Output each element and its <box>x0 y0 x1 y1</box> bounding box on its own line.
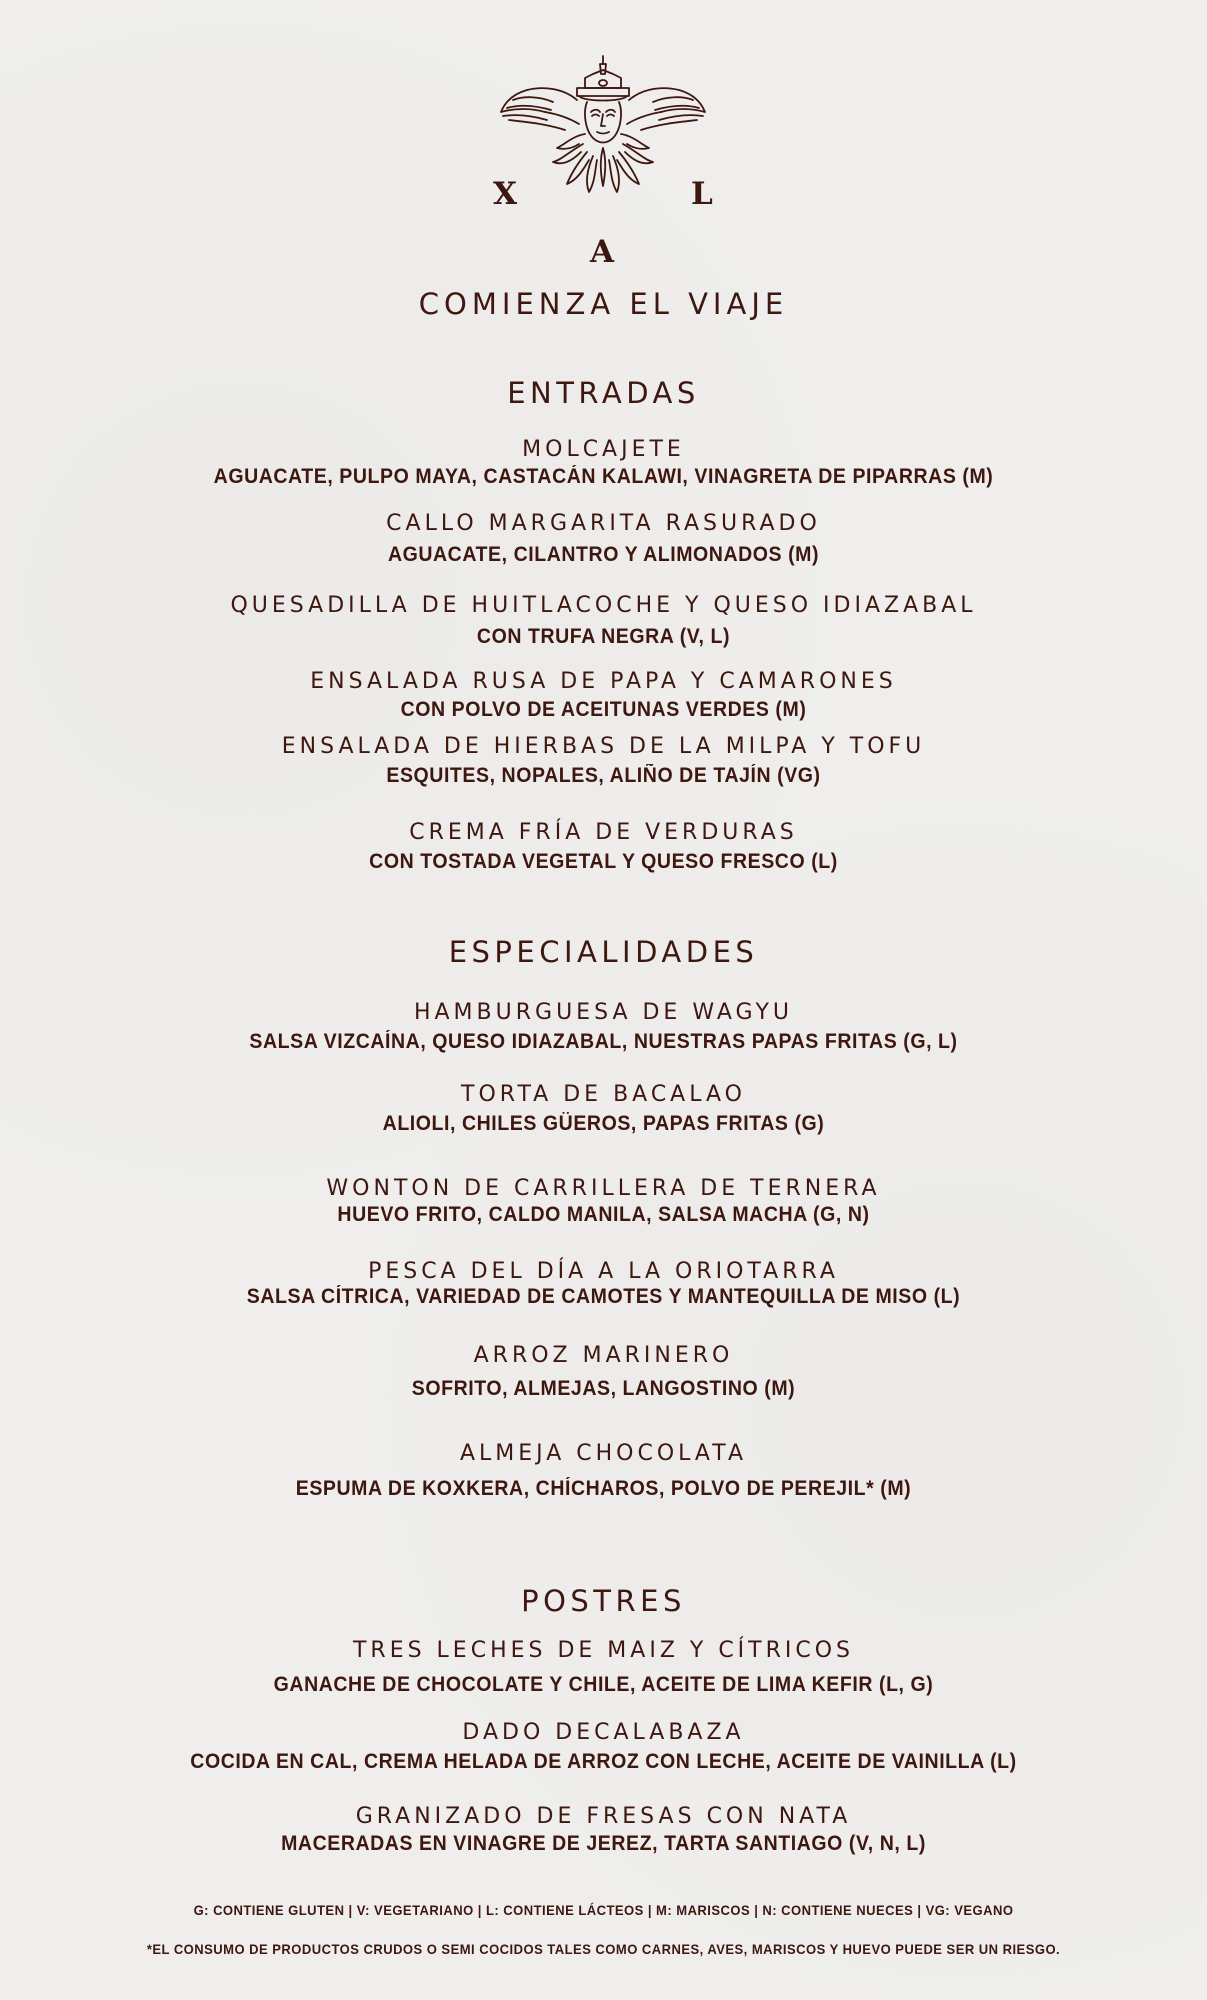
allergen-legend: G: CONTIENE GLUTEN | V: VEGETARIANO | L: CONTIENE LÁCTEOS | M: MARISCOS | N: CONTIENE NUECES | VG: VEGANO <box>193 1902 1014 1918</box>
page-title: COMIENZA EL VIAJE <box>418 287 789 321</box>
dish-name: ARROZ MARINERO <box>473 1343 734 1368</box>
dish-description: SOFRITO, ALMEJAS, LANGOSTINO (M) <box>411 1377 796 1400</box>
winged-sun-face-logo-icon <box>473 52 734 266</box>
dish-description: HUEVO FRITO, CALDO MANILA, SALSA MACHA (G, N) <box>337 1203 870 1226</box>
dish-description: CON TRUFA NEGRA (V, L) <box>476 625 731 648</box>
dish-name: PESCA DEL DÍA A LA ORIOTARRA <box>368 1259 839 1284</box>
dish-description: AGUACATE, CILANTRO Y ALIMONADOS (M) <box>387 543 820 566</box>
logo-letter-l: L <box>691 176 713 212</box>
dish-description: MACERADAS EN VINAGRE DE JEREZ, TARTA SANTIAGO (V, N, L) <box>281 1832 926 1855</box>
dish-name: TRES LECHES DE MAIZ Y CÍTRICOS <box>352 1638 855 1663</box>
dish-description: CON TOSTADA VEGETAL Y QUESO FRESCO (L) <box>369 850 838 873</box>
dish-description: SALSA VIZCAÍNA, QUESO IDIAZABAL, NUESTRAS PAPAS FRITAS (G, L) <box>249 1030 958 1053</box>
dish-name: GRANIZADO DE FRESAS CON NATA <box>355 1804 852 1829</box>
section-title-postres: POSTRES <box>521 1584 686 1618</box>
dish-description: SALSA CÍTRICA, VARIEDAD DE CAMOTES Y MANTEQUILLA DE MISO (L) <box>246 1285 961 1308</box>
dish-description: COCIDA EN CAL, CREMA HELADA DE ARROZ CON LECHE, ACEITE DE VAINILLA (L) <box>190 1750 1017 1773</box>
dish-name: TORTA DE BACALAO <box>461 1082 746 1107</box>
logo-letter-x: X <box>493 176 518 212</box>
dish-name: ENSALADA DE HIERBAS DE LA MILPA Y TOFU <box>281 734 926 759</box>
dish-name: CREMA FRÍA DE VERDURAS <box>409 820 798 845</box>
dish-name: ALMEJA CHOCOLATA <box>459 1441 748 1466</box>
logo-letter-a: A <box>590 234 615 266</box>
dish-name: ENSALADA RUSA DE PAPA Y CAMARONES <box>310 669 897 694</box>
dish-description: ESPUMA DE KOXKERA, CHÍCHAROS, POLVO DE PEREJIL* (M) <box>295 1477 912 1500</box>
dish-name: CALLO MARGARITA RASURADO <box>386 511 821 536</box>
dish-description: GANACHE DE CHOCOLATE Y CHILE, ACEITE DE LIMA KEFIR (L, G) <box>273 1673 934 1696</box>
dish-name: QUESADILLA DE HUITLACOCHE Y QUESO IDIAZABAL <box>230 593 977 618</box>
dish-name: HAMBURGUESA DE WAGYU <box>413 1000 794 1025</box>
section-title-especialidades: ESPECIALIDADES <box>448 935 759 969</box>
section-title-entradas: ENTRADAS <box>507 376 700 410</box>
dish-name: MOLCAJETE <box>522 437 685 462</box>
dish-name: WONTON DE CARRILLERA DE TERNERA <box>326 1176 881 1201</box>
raw-food-disclaimer: *EL CONSUMO DE PRODUCTOS CRUDOS O SEMI COCIDOS TALES COMO CARNES, AVES, MARISCOS Y HUEVO PUEDE SER UN RIESGO. <box>146 1941 1061 1957</box>
dish-description: ESQUITES, NOPALES, ALIÑO DE TAJÍN (VG) <box>386 764 821 787</box>
dish-name: DADO DECALABAZA <box>462 1720 745 1745</box>
dish-description: ALIOLI, CHILES GÜEROS, PAPAS FRITAS (G) <box>382 1112 825 1135</box>
dish-description: AGUACATE, PULPO MAYA, CASTACÁN KALAWI, VINAGRETA DE PIPARRAS (M) <box>213 465 994 488</box>
dish-description: CON POLVO DE ACEITUNAS VERDES (M) <box>400 698 807 721</box>
